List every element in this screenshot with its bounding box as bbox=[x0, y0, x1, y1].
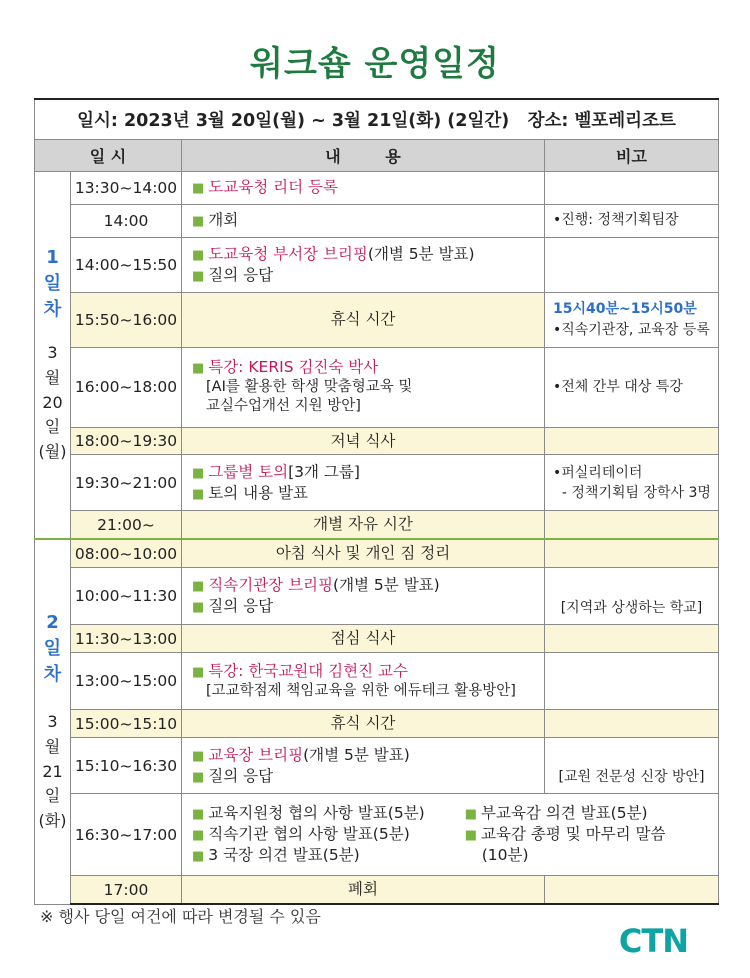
content-text: 3 국장 의견 발표(5분) bbox=[208, 846, 360, 865]
row-content bbox=[182, 237, 545, 292]
day-date-char: (월) bbox=[38, 442, 67, 462]
green-square-icon: ■ bbox=[192, 807, 205, 823]
table-row bbox=[35, 794, 719, 876]
day-label-char: 차 bbox=[43, 663, 62, 685]
highlight-text: 직속기관장 브리핑 bbox=[208, 576, 334, 595]
table-row bbox=[35, 292, 719, 347]
row-content bbox=[182, 653, 545, 710]
row-content bbox=[182, 455, 545, 511]
green-square-icon: ■ bbox=[192, 664, 205, 680]
table-row bbox=[35, 876, 719, 904]
row-time: 16:00~18:00 bbox=[71, 347, 182, 427]
day-date-char: 3 bbox=[47, 712, 58, 732]
row-content: 개별 자유 시간 bbox=[182, 511, 545, 539]
row-note bbox=[545, 427, 719, 455]
row-time: 18:00~19:30 bbox=[71, 427, 182, 455]
footnote: ※ 행사 당일 여건에 따라 변경될 수 있음 bbox=[40, 907, 321, 926]
row-time: 17:00 bbox=[71, 876, 182, 904]
row-time: 21:00~ bbox=[71, 511, 182, 539]
day-date-char: 월 bbox=[44, 736, 61, 756]
green-square-icon: ■ bbox=[192, 486, 205, 502]
day-date-char: 일 bbox=[44, 786, 61, 806]
green-square-icon: ■ bbox=[192, 579, 205, 595]
green-square-icon: ■ bbox=[192, 748, 205, 764]
row-time: 10:00~11:30 bbox=[71, 568, 182, 625]
content-text: 토의 내용 발표 bbox=[208, 483, 308, 502]
day2-label bbox=[35, 539, 71, 904]
content-text: 교육감 총평 및 마무리 말씀 bbox=[481, 825, 666, 844]
green-square-icon: ■ bbox=[464, 828, 478, 844]
row-time: 15:00~15:10 bbox=[71, 710, 182, 738]
row-time: 11:30~13:00 bbox=[71, 625, 182, 653]
day-label-char: 일 bbox=[43, 272, 62, 294]
content-text: 개회 bbox=[208, 211, 239, 230]
row-content bbox=[182, 794, 719, 876]
row-note: •전체 간부 대상 특강 bbox=[545, 347, 719, 427]
row-note bbox=[545, 455, 719, 511]
row-note: [지역과 상생하는 학교] bbox=[545, 568, 719, 625]
table-row bbox=[35, 204, 719, 237]
table-row bbox=[35, 347, 719, 427]
row-content: 점심 식사 bbox=[182, 625, 545, 653]
content-text: 부교육감 의견 발표(5분) bbox=[481, 804, 648, 823]
row-note bbox=[545, 625, 719, 653]
highlight-text: 교육장 브리핑 bbox=[208, 745, 304, 764]
highlight-text: 특강: 한국교원대 김현진 교수 bbox=[208, 661, 408, 680]
header-note: 비고 bbox=[545, 139, 719, 171]
green-square-icon: ■ bbox=[192, 214, 205, 230]
closing-left bbox=[192, 803, 425, 866]
table-row bbox=[35, 568, 719, 625]
content-text: (개별 5분 발표) bbox=[367, 244, 475, 263]
green-square-icon: ■ bbox=[192, 600, 205, 616]
header-content: 내 용 bbox=[182, 139, 545, 171]
row-content: 폐회 bbox=[182, 876, 545, 904]
content-text: (10분) bbox=[481, 846, 529, 865]
row-time: 08:00~10:00 bbox=[71, 539, 182, 567]
closing-right bbox=[465, 803, 666, 866]
row-time: 15:50~16:00 bbox=[71, 292, 182, 347]
table-row bbox=[35, 455, 719, 511]
row-note bbox=[545, 237, 719, 292]
day1-label bbox=[35, 171, 71, 539]
row-content: 저녁 식사 bbox=[182, 427, 545, 455]
row-time: 14:00 bbox=[71, 204, 182, 237]
page-title: 워크숍 운영일정 bbox=[250, 44, 500, 84]
info-row bbox=[35, 99, 719, 139]
content-text: 질의 응답 bbox=[208, 265, 274, 284]
green-square-icon: ■ bbox=[464, 807, 478, 823]
highlight-text: 특강: KERIS 김진숙 박사 bbox=[208, 357, 379, 376]
row-note bbox=[545, 292, 719, 347]
table-row bbox=[35, 653, 719, 710]
schedule-table-wrap bbox=[34, 98, 718, 905]
note-text: •직속기관장, 교육장 등록 bbox=[553, 321, 710, 338]
header-row bbox=[35, 139, 719, 171]
day-label-char: 1 bbox=[46, 246, 59, 268]
sub-text: 교실수업개선 지원 방안] bbox=[206, 398, 361, 415]
day-date-char: 월 bbox=[44, 367, 61, 387]
day-date-char: 3 bbox=[47, 343, 58, 363]
row-content bbox=[182, 568, 545, 625]
day-date-char: 일 bbox=[44, 417, 61, 437]
row-time: 13:30~14:00 bbox=[71, 171, 182, 204]
content-text: 직속기관 협의 사항 발표(5분) bbox=[208, 825, 410, 844]
row-content: 휴식 시간 bbox=[182, 710, 545, 738]
row-time: 16:30~17:00 bbox=[71, 794, 182, 876]
day2-num bbox=[35, 610, 70, 688]
event-info: 일시: 2023년 3월 20일(월) ~ 3월 21일(화) (2일간) 장소: 벨포레리조트 bbox=[35, 99, 719, 139]
table-row bbox=[35, 171, 719, 204]
highlight-text: 도교육청 리더 등록 bbox=[208, 178, 338, 197]
green-square-icon: ■ bbox=[192, 268, 205, 284]
table-row bbox=[35, 511, 719, 539]
content-text: 질의 응답 bbox=[208, 597, 274, 616]
content-text: (개별 5분 발표) bbox=[333, 576, 440, 595]
table-row bbox=[35, 539, 719, 567]
row-note: [교원 전문성 신장 방안] bbox=[545, 738, 719, 794]
content-text: 교육지원청 협의 사항 발표(5분) bbox=[208, 804, 425, 823]
row-note bbox=[545, 539, 719, 567]
content-text: [3개 그룹] bbox=[288, 463, 360, 481]
row-content: 휴식 시간 bbox=[182, 292, 545, 347]
green-square-icon: ■ bbox=[192, 360, 205, 376]
day1-num bbox=[35, 245, 70, 323]
sub-text: [고교학점제 책임교육을 위한 에듀테크 활용방안] bbox=[206, 682, 516, 699]
row-time: 14:00~15:50 bbox=[71, 237, 182, 292]
content-text: 질의 응답 bbox=[208, 766, 274, 785]
row-time: 19:30~21:00 bbox=[71, 455, 182, 511]
note-text: •퍼실리테이터 bbox=[553, 464, 643, 481]
ctn-logo: CTN bbox=[618, 922, 688, 960]
row-note: •진행: 정책기획팀장 bbox=[545, 204, 719, 237]
row-note bbox=[545, 710, 719, 738]
closing-items bbox=[192, 803, 708, 866]
row-content bbox=[182, 204, 545, 237]
green-square-icon: ■ bbox=[192, 247, 205, 263]
row-content bbox=[182, 171, 545, 204]
row-content bbox=[182, 347, 545, 427]
header-date: 일 시 bbox=[35, 139, 182, 171]
note-text: - 정책기획팀 장학사 3명 bbox=[553, 484, 711, 501]
table-row bbox=[35, 237, 719, 292]
sub-text: [AI를 활용한 학생 맞춤형교육 및 bbox=[206, 378, 413, 395]
table-row bbox=[35, 427, 719, 455]
green-square-icon: ■ bbox=[192, 828, 205, 844]
highlight-text: 그룹별 토의 bbox=[208, 463, 289, 481]
table-row bbox=[35, 710, 719, 738]
row-time: 15:10~16:30 bbox=[71, 738, 182, 794]
day-label-char: 2 bbox=[46, 611, 59, 633]
row-note bbox=[545, 653, 719, 710]
green-square-icon: ■ bbox=[192, 466, 205, 481]
green-square-icon: ■ bbox=[192, 769, 205, 785]
row-content bbox=[182, 738, 545, 794]
green-square-icon: ■ bbox=[192, 849, 205, 865]
row-note bbox=[545, 876, 719, 904]
row-content: 아침 식사 및 개인 짐 정리 bbox=[182, 539, 545, 567]
green-square-icon: ■ bbox=[192, 181, 205, 197]
day-date-char: 20 bbox=[42, 392, 63, 412]
row-note bbox=[545, 511, 719, 539]
content-text: (개별 5분 발표) bbox=[303, 745, 410, 764]
day-date-char: (화) bbox=[38, 811, 67, 831]
day-date-char: 21 bbox=[42, 761, 63, 781]
highlight-text: 도교육청 부서장 브리핑 bbox=[208, 244, 368, 263]
day-label-char: 일 bbox=[43, 637, 62, 659]
note-blue-text: 15시40분~15시50분 bbox=[553, 301, 697, 318]
schedule-table bbox=[34, 98, 719, 905]
row-time: 13:00~15:00 bbox=[71, 653, 182, 710]
table-row bbox=[35, 738, 719, 794]
day-label-char: 차 bbox=[43, 298, 62, 320]
row-note bbox=[545, 171, 719, 204]
table-row bbox=[35, 625, 719, 653]
